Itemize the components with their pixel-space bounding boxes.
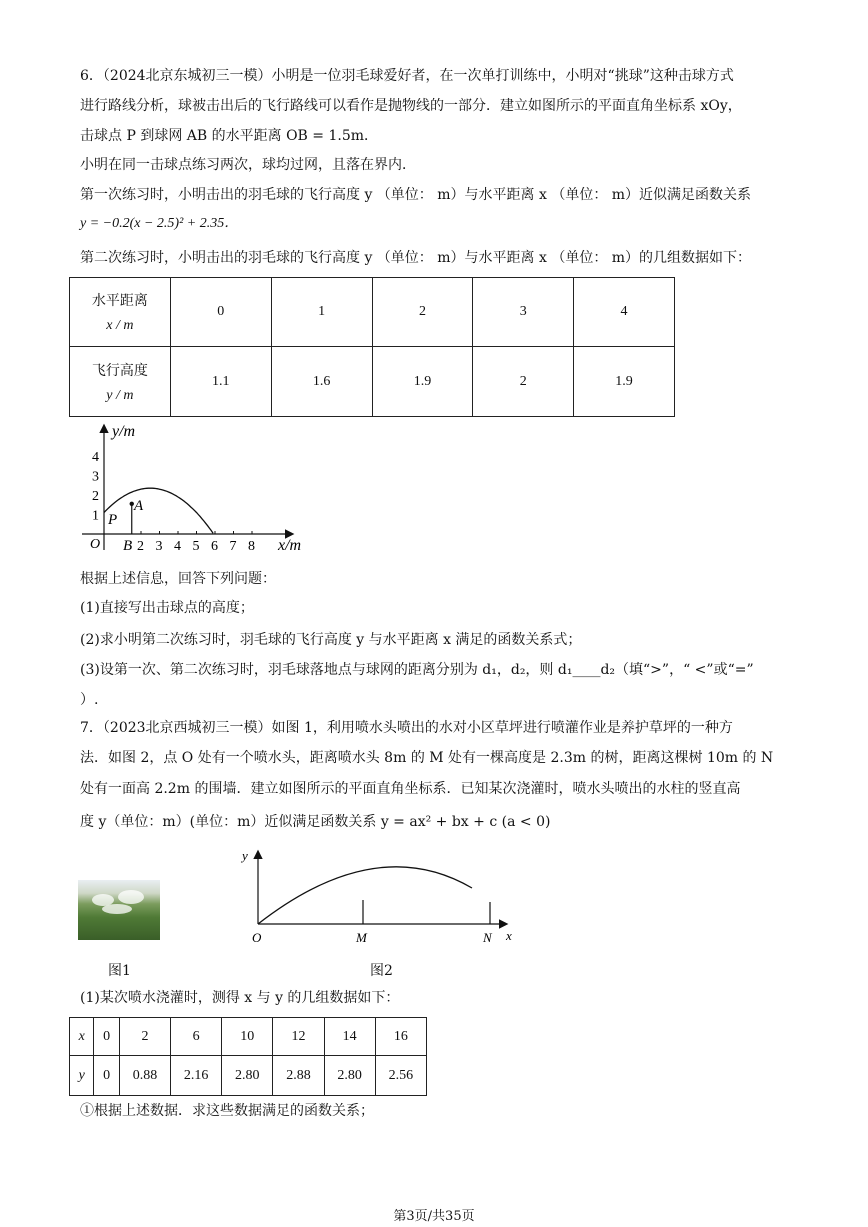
q7-cell-x: 10 — [222, 1018, 273, 1056]
q6-line-1: 6．（2024北京东城初三一模）小明是一位羽毛球爱好者，在一次单打训练中，小明对“挑球”这种击球方式 — [80, 68, 734, 84]
q7-line-3: 处有一面高 2.2m 的围墙．建立如图所示的平面直角坐标系．已知某次浇灌时，喷水头喷出的水柱的竖直高 — [80, 781, 741, 797]
q7-cell-x: 0 — [94, 1018, 119, 1056]
q7-sub-1a: ①根据上述数据．求这些数据满足的函数关系； — [80, 1103, 374, 1119]
q7-cell-x: 14 — [324, 1018, 375, 1056]
q7-cell-y: 0 — [94, 1056, 119, 1096]
q6-x-tick-label: 4 — [174, 539, 181, 554]
q6-row-y-header — [70, 347, 171, 417]
q6-data-table — [69, 277, 675, 417]
q6-row-y-unit: y / m — [106, 387, 134, 403]
q6-x-tick-label: 8 — [248, 539, 255, 554]
q6-cell-y: 1.6 — [271, 347, 372, 417]
q6-origin-label: O — [90, 537, 101, 552]
q6-x-tick-label: 7 — [229, 539, 237, 554]
sprinkler-photo — [78, 880, 160, 940]
q7-x-header: x — [70, 1018, 94, 1056]
q6-cell-y: 2 — [473, 347, 574, 417]
q7-line-1: 7．（2023北京西城初三一模）如图 1，利用喷水头喷出的水对小区草坪进行喷灌作业是养护草坪的一种方 — [80, 720, 733, 736]
q6-x-tick-label: 3 — [155, 539, 163, 554]
q6-question-3: (3)设第一次、第二次练习时，羽毛球落地点与球网的距离分别为 d₁，d₂，则 d₁____d₂（填“>”，“ <”或“=” — [80, 662, 754, 678]
q6-point-p-label: P — [108, 512, 118, 528]
q6-question-3-end: ）. — [80, 692, 99, 708]
q7-x-axis-label: x — [506, 928, 512, 943]
q6-cell-x: 4 — [574, 278, 675, 347]
q6-cell-x: 0 — [170, 278, 271, 347]
fig2-caption: 图2 — [370, 963, 393, 979]
q6-line-2: 进行路线分析，球被击出后的飞行路线可以看作是抛物线的一部分．建立如图所示的平面直角坐标系 xOy， — [80, 98, 742, 114]
q7-cell-y: 2.16 — [171, 1056, 222, 1096]
q7-sub-1: (1)某次喷水浇灌时，测得 x 与 y 的几组数据如下： — [80, 990, 400, 1006]
q6-x-tick-label: 6 — [211, 539, 218, 554]
q6-y-tick-label: 2 — [92, 489, 99, 504]
q6-cell-y: 1.9 — [372, 347, 473, 417]
q7-cell-x: 6 — [171, 1018, 222, 1056]
q6-cell-y: 1.9 — [574, 347, 675, 417]
q7-cell-y: 2.56 — [375, 1056, 426, 1096]
q6-x-tick-label: 5 — [192, 539, 200, 554]
q6-question-2: (2)求小明第二次练习时，羽毛球的飞行高度 y 与水平距离 x 满足的函数关系式； — [80, 632, 582, 648]
q7-y-axis-label: y — [242, 848, 248, 863]
q6-y-tick-label: 1 — [92, 508, 99, 524]
q7-cell-y: 2.80 — [222, 1056, 273, 1096]
q7-cell-y: 2.80 — [324, 1056, 375, 1096]
q6-graph — [60, 420, 320, 560]
q6-question-1: (1)直接写出击球点的高度； — [80, 600, 254, 616]
q6-x-tick-label: 2 — [137, 539, 144, 554]
q6-line-4: 小明在同一击球点练习两次，球均过网，且落在界内． — [80, 157, 416, 173]
q7-origin-label: O — [252, 930, 262, 945]
page-footer: 第3页/共35页 — [393, 1209, 475, 1224]
q6-y-tick-label: 3 — [92, 469, 99, 485]
q6-y-ticks — [92, 450, 99, 524]
fig1-caption: 图1 — [108, 963, 131, 979]
q7-m-label: M — [356, 930, 367, 945]
q6-point-a-label: A — [134, 498, 144, 514]
q7-line-4: 度 y（单位：m）(单位：m）近似满足函数关系 y = ax² + bx + c (a < 0) — [80, 814, 551, 830]
q6-cell-x: 1 — [271, 278, 372, 347]
q6-y-axis-label: y/m — [112, 423, 136, 440]
q6-line-3: 击球点 P 到球网 AB 的水平距离 OB = 1.5m． — [80, 128, 379, 144]
q7-line-2: 法．如图 2，点 O 处有一个喷水头，距离喷水头 8m 的 M 处有一棵高度是 2.3m 的树，距离这棵树 10m 的 N — [80, 750, 774, 766]
q7-cell-x: 2 — [119, 1018, 170, 1056]
q7-cell-y: 2.88 — [273, 1056, 324, 1096]
q6-point-b-label: B — [123, 538, 133, 554]
q6-formula: y = −0.2(x − 2.5)² + 2.35． — [80, 216, 239, 231]
q7-data-table — [69, 1017, 427, 1096]
q7-y-header: y — [70, 1056, 94, 1096]
q6-row-x-unit: x / m — [106, 318, 134, 333]
q7-cell-y: 0.88 — [119, 1056, 170, 1096]
q7-water-curve — [258, 867, 472, 924]
q6-row-y-label: 飞行高度 — [91, 362, 148, 379]
q6-row-x-label: 水平距离 — [91, 293, 148, 309]
q6-line-7: 第二次练习时，小明击出的羽毛球的飞行高度 y （单位： m）与水平距离 x （单位： m）的几组数据如下： — [80, 250, 752, 266]
q7-n-label: N — [483, 930, 492, 945]
q6-x-axis-label: x/m — [278, 537, 302, 554]
q7-graph — [236, 842, 526, 950]
q7-cell-x: 12 — [273, 1018, 324, 1056]
q6-line-5: 第一次练习时，小明击出的羽毛球的飞行高度 y （单位： m）与水平距离 x （单位： m）近似满足函数关系 — [80, 187, 752, 203]
q6-row-x-header — [70, 278, 171, 347]
q6-prompt: 根据上述信息，回答下列问题： — [80, 571, 276, 587]
q6-trajectory-curve — [104, 488, 213, 533]
q6-y-tick-label: 4 — [92, 450, 99, 465]
q6-cell-y: 1.1 — [170, 347, 271, 417]
q6-cell-x: 3 — [473, 278, 574, 347]
q7-cell-x: 16 — [375, 1018, 426, 1056]
q6-cell-x: 2 — [372, 278, 473, 347]
